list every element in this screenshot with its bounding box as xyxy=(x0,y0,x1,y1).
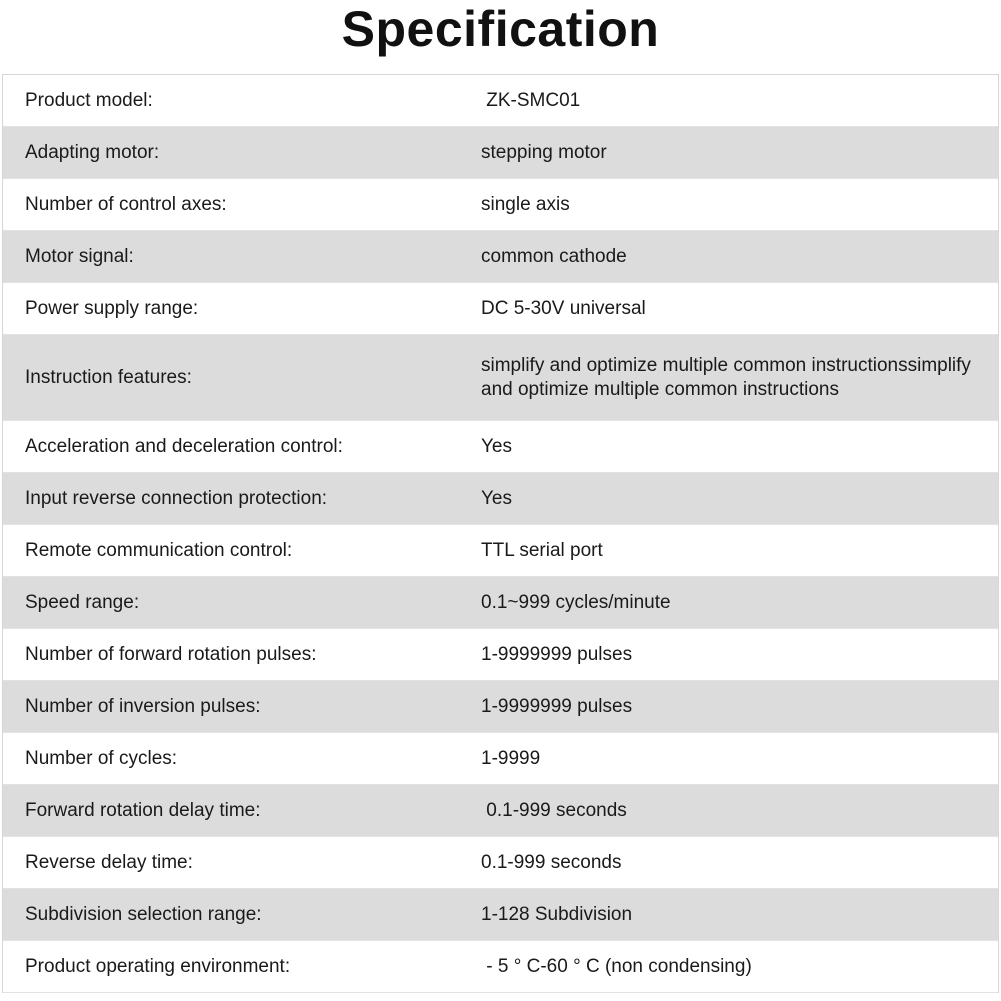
spec-label: Remote communication control: xyxy=(25,539,293,561)
spec-value: Yes xyxy=(481,435,512,457)
spec-label: Acceleration and deceleration control: xyxy=(25,435,343,457)
table-row xyxy=(3,75,998,127)
table-row xyxy=(3,681,998,733)
table-row xyxy=(3,179,998,231)
spec-label: Instruction features: xyxy=(25,366,192,388)
table-row xyxy=(3,127,998,179)
table-row xyxy=(3,577,998,629)
spec-label: Number of forward rotation pulses: xyxy=(25,643,317,665)
table-row xyxy=(3,283,998,335)
table-row xyxy=(3,335,998,421)
spec-value: common cathode xyxy=(481,245,627,267)
table-row xyxy=(3,837,998,889)
table-row xyxy=(3,785,998,837)
spec-label: Forward rotation delay time: xyxy=(25,799,261,821)
spec-table xyxy=(2,74,999,993)
table-row xyxy=(3,733,998,785)
spec-label: Subdivision selection range: xyxy=(25,903,262,925)
spec-label: Number of inversion pulses: xyxy=(25,695,261,717)
spec-label: Speed range: xyxy=(25,591,140,613)
spec-label: Adapting motor: xyxy=(25,141,160,163)
table-row xyxy=(3,231,998,283)
spec-value: DC 5-30V universal xyxy=(481,297,646,319)
spec-label: Motor signal: xyxy=(25,245,134,267)
spec-label: Product operating environment: xyxy=(25,955,291,977)
table-row xyxy=(3,421,998,473)
spec-value: 1-9999999 pulses xyxy=(481,695,633,717)
table-row xyxy=(3,473,998,525)
spec-label: Power supply range: xyxy=(25,297,199,319)
spec-label: Input reverse connection protection: xyxy=(25,487,328,509)
spec-label: Number of cycles: xyxy=(25,747,178,769)
spec-value: 1-128 Subdivision xyxy=(481,903,633,925)
page-title: Specification xyxy=(341,1,660,57)
table-row xyxy=(3,889,998,941)
spec-value: stepping motor xyxy=(481,141,607,163)
spec-value: 0.1-999 seconds xyxy=(481,799,627,821)
spec-label: Product model: xyxy=(25,89,153,111)
spec-value: single axis xyxy=(481,193,570,215)
spec-value: 1-9999999 pulses xyxy=(481,643,633,665)
spec-value: TTL serial port xyxy=(481,539,603,561)
spec-label: Number of control axes: xyxy=(25,193,227,215)
table-row xyxy=(3,629,998,681)
spec-value: Yes xyxy=(481,487,512,509)
spec-value: ZK-SMC01 xyxy=(481,89,581,111)
table-row xyxy=(3,941,998,993)
table-row xyxy=(3,525,998,577)
spec-value: 0.1-999 seconds xyxy=(481,851,622,873)
spec-value: 0.1~999 cycles/minute xyxy=(481,591,671,613)
spec-value: - 5 ° C-60 ° C (non condensing) xyxy=(481,955,752,977)
spec-label: Reverse delay time: xyxy=(25,851,193,873)
spec-value: simplify and optimize multiple common instructionssimplify and optimize multiple common instructions xyxy=(481,354,977,400)
spec-value: 1-9999 xyxy=(481,747,541,769)
